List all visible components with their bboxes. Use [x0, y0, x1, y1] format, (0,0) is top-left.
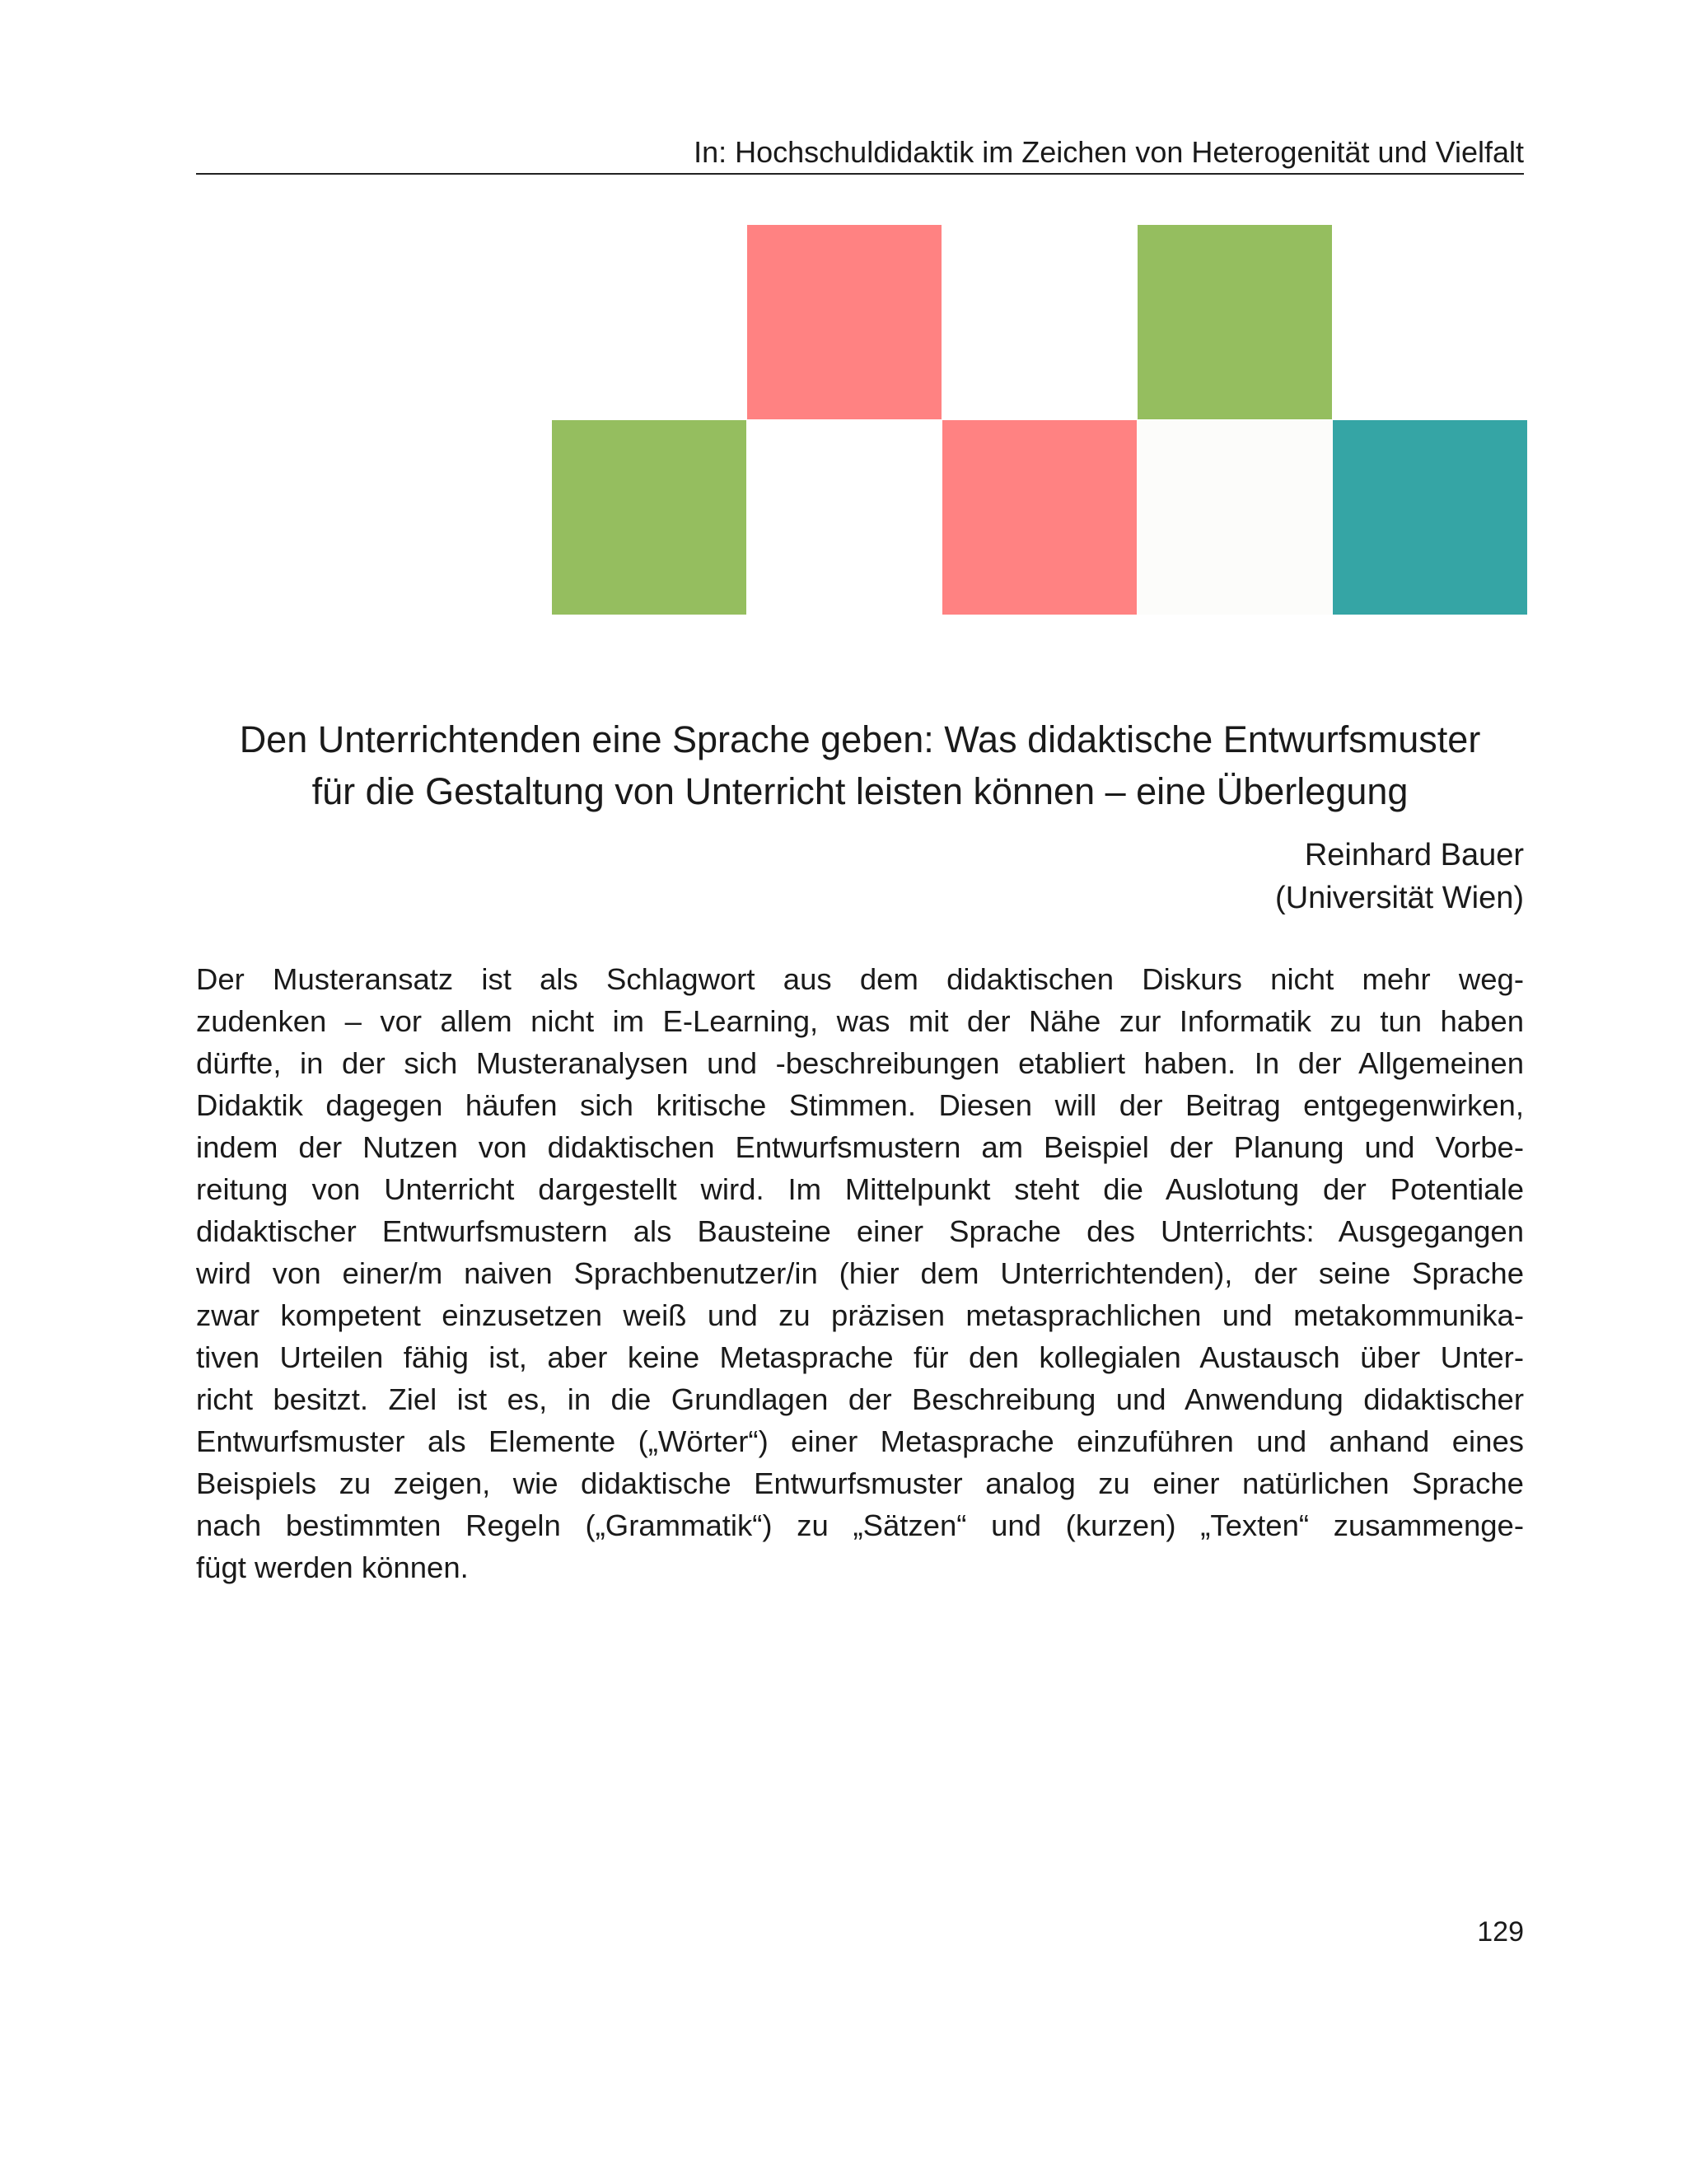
- abstract-line: wird von einer/m naiven Sprachbenutzer/in (hier dem Unterrichtenden), der seine Sprache: [196, 1256, 1524, 1290]
- abstract-line: zwar kompetent einzusetzen weiß und zu präzisen metasprachlichen und metakommunika-: [196, 1298, 1524, 1332]
- abstract-line: richt besitzt. Ziel ist es, in die Grundlagen der Beschreibung und Anwendung didaktischer: [196, 1382, 1524, 1416]
- abstract-line: Entwurfsmuster als Elemente („Wörter“) einer Metasprache einzuführen und anhand eines: [196, 1424, 1524, 1458]
- article-title-line-2: für die Gestaltung von Unterricht leisten können – eine Überlegung: [311, 770, 1409, 812]
- abstract-line: zudenken – vor allem nicht im E-Learning, was mit der Nähe zur Informatik zu tun haben: [196, 1004, 1524, 1038]
- abstract-line: dürfte, in der sich Musteranalysen und -beschreibungen etabliert haben. In der Allgemeinen: [196, 1046, 1524, 1080]
- running-header: In: Hochschuldidaktik im Zeichen von Heterogenität und Vielfalt: [694, 135, 1524, 169]
- block-offwhite-bottom: [1138, 420, 1332, 615]
- block-green-top: [1138, 225, 1332, 419]
- header-rule: [196, 173, 1524, 175]
- page-number: 129: [1477, 1916, 1524, 1948]
- abstract-paragraph: [196, 958, 1524, 1588]
- author-affiliation: (Universität Wien): [1275, 881, 1524, 915]
- abstract-line: indem der Nutzen von didaktischen Entwurfsmustern am Beispiel der Planung und Vorbe-: [196, 1130, 1524, 1164]
- block-teal-bottom: [1333, 420, 1527, 615]
- article-title: [196, 713, 1524, 817]
- abstract-line: didaktischer Entwurfsmustern als Bausteine einer Sprache des Unterrichts: Ausgegangen: [196, 1214, 1524, 1248]
- abstract-line: Beispiels zu zeigen, wie didaktische Entwurfsmuster analog zu einer natürlichen Sprache: [196, 1466, 1524, 1500]
- block-green-bottom: [552, 420, 746, 615]
- abstract-line: nach bestimmten Regeln („Grammatik“) zu „Sätzen“ und (kurzen) „Texten“ zusammenge-: [196, 1508, 1524, 1542]
- block-coral-bottom: [942, 420, 1137, 615]
- abstract-line: Didaktik dagegen häufen sich kritische Stimmen. Diesen will der Beitrag entgegenwirken,: [196, 1088, 1524, 1122]
- abstract-line: fügt werden können.: [196, 1550, 469, 1584]
- abstract-line: Der Musteransatz ist als Schlagwort aus dem didaktischen Diskurs nicht mehr weg-: [196, 962, 1524, 996]
- author-name: Reinhard Bauer: [1304, 838, 1524, 872]
- block-coral-top: [747, 225, 942, 419]
- article-title-line-1: Den Unterrichtenden eine Sprache geben: Was didaktische Entwurfsmuster: [239, 718, 1481, 760]
- abstract-line: tiven Urteilen fähig ist, aber keine Metasprache für den kollegialen Austausch über Unter-: [196, 1340, 1524, 1374]
- abstract-line: reitung von Unterricht dargestellt wird. Im Mittelpunkt steht die Auslotung der Potentiale: [196, 1172, 1524, 1206]
